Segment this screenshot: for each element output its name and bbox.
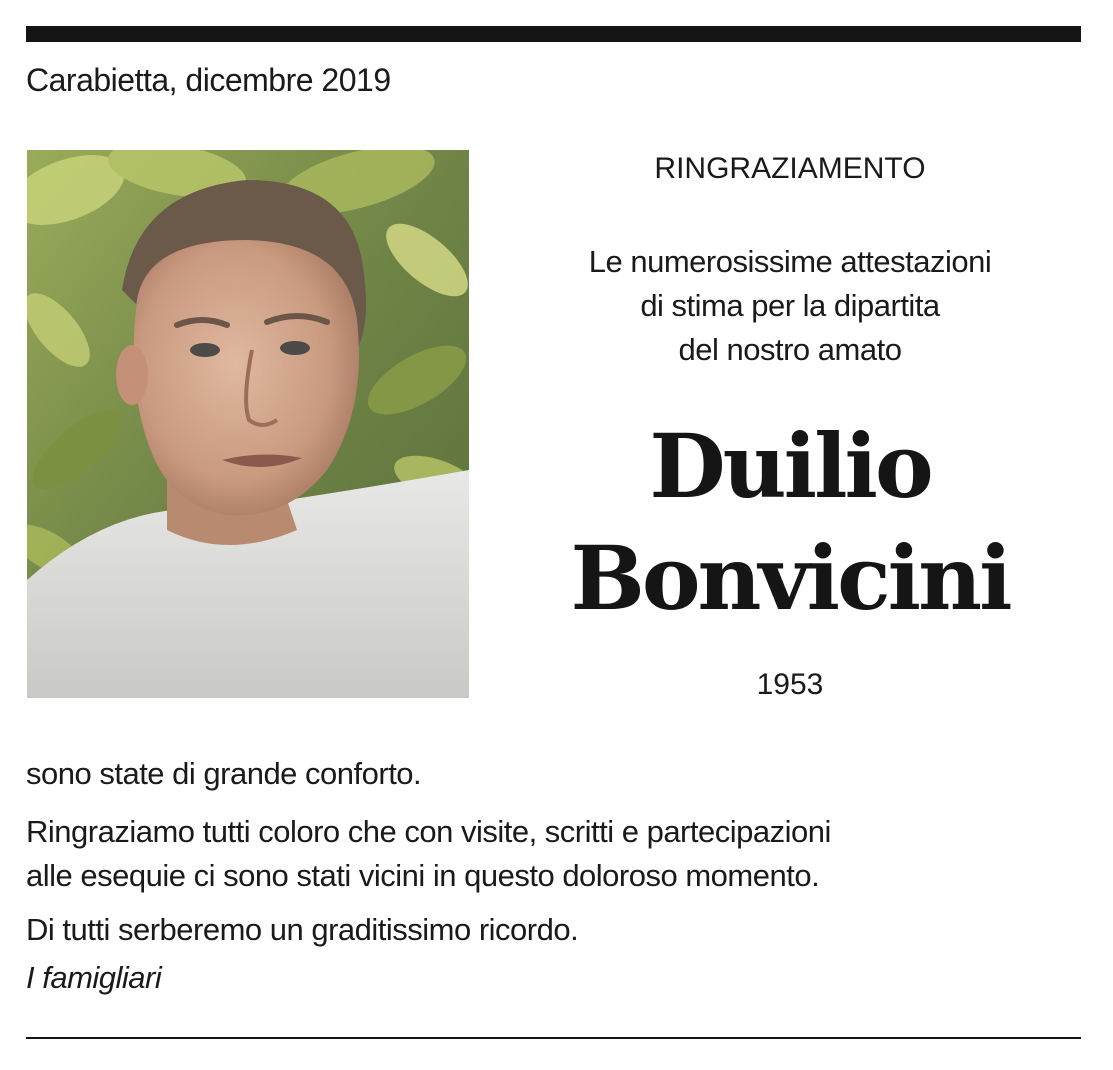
bottom-rule — [26, 1037, 1081, 1039]
portrait-photo — [27, 150, 469, 698]
deceased-name — [520, 410, 1060, 634]
intro-text — [520, 240, 1060, 372]
birth-year: 1953 — [756, 668, 824, 701]
intro-line: di stima per la dipartita — [640, 288, 940, 323]
notice-heading: RINGRAZIAMENTO — [654, 152, 926, 185]
first-name: Duilio — [649, 414, 931, 518]
last-name: Bonvicini — [570, 526, 1010, 630]
body-paragraph-1: sono state di grande conforto. — [26, 756, 422, 791]
intro-line: del nostro amato — [678, 332, 902, 367]
intro-line: Le numerosissime attestazioni — [588, 244, 992, 279]
signature: I famigliari — [26, 960, 162, 995]
body-paragraph-3: Di tutti serberemo un graditissimo ricordo. — [26, 912, 579, 947]
top-rule — [26, 26, 1081, 42]
body-line: Ringraziamo tutti coloro che con visite, scritti e partecipazioni — [26, 814, 831, 849]
place-date: Carabietta, dicembre 2019 — [26, 62, 391, 98]
body-paragraph-2 — [26, 810, 1076, 898]
body-line: alle esequie ci sono stati vicini in questo doloroso momento. — [26, 858, 820, 893]
